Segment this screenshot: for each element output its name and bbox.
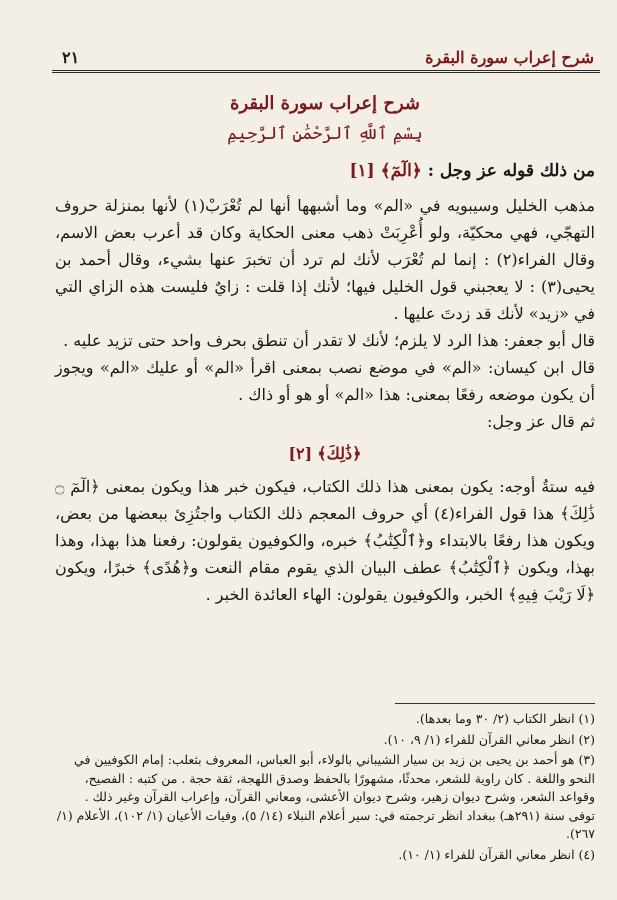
footnote-divider [395,703,595,704]
verse-number-2: [٢] [288,444,313,463]
footnote-2: (٢) انظر معاني القرآن للفراء (١/ ٩، ١٠). [383,731,595,747]
footnote-3: (٣) هو أحمد بن يحيى بن زيد بن سيار الشيباني بالولاء، أبو العباس، المعروف بثعلب: إمام الكوفيين في النحو واللغة . كان راوية للشعر، محدثًا، مشهورًا بالحفظ وصدق اللهجة، ثقة حجة . من كتبه : الفصيح، وقواعد الشعر، وشرح ديوان زهير، وشرح ديوان الأعشى، ومعاني القرآن، وإعراب القرآن وغير ذلك . توفى سنة (٢٩١هـ) ببغداد انظر ترجمته في: سير أعلام النبلاء (١٤/ ٥)، وفيات الأعيان (١/ ١٠٢)، الأعلام (١/ ٢٦٧). [56,752,595,841]
paragraph-5: فيه ستةُ أوجه: يكون بمعنى هذا ذلك الكتاب، فيكون خبر هذا ويكون بمعنى ﴿الٓمٓ ۝ ذَٰلِكَ﴾ هذا قول الفراء(٤) أي حروف المعجم ذلك الكتاب واجتُزِئ ببعضها من بعض، ويكون هذا رفعًا بالابتداء و﴿ٱلْكِتَٰبُ﴾ خبره، والكوفيون يقولون: رفعنا هذا بهذا، وهذا بهذا، ويكون ﴿ٱلْكِتَٰبُ﴾ عطف البيان الذي يقوم مقام النعت و﴿هُدًى﴾ خبرًا، ويكون ﴿لَا رَيْبَ فِيهِ﴾ الخبر، والكوفيون يقولون: الهاء العائدة الخبر . [55,477,596,604]
verse-number: [١] [349,161,375,181]
footnotes [55,710,595,866]
verse-quote: ﴿الٓمٓ﴾ [380,161,422,181]
verse-line-2 [55,441,595,467]
page-number: ٢١ [62,48,80,67]
footnote-4: (٤) انظر معاني القرآن للفراء (١/ ١٠). [398,846,595,862]
paragraph-1: مذهب الخليل وسيبويه في «الم» وما أشبهها أنها لم تُعْرَبْ(١) لأنها بمنزلة حروف التهجّي، فهي محكيّة، ولو أُعْرِبَتْ ذهب معنى الحكاية وكان قد أعرب بعض الاسم، وقال الفراء(٢) : إنما لم تُعْرَب لأنك لم ترد أن تخبرَ عنها بشيء، وقال أحمد بن يحيى(٣) : لا يعجبني قول الخليل فيها؛ لأنك إذا قلت : زايٌ فليست هذه الزاي التي في «زيد» لأنك قد زدتَ عليها . [55,196,596,323]
paragraph-4: ثم قال عز وجل: [486,412,595,431]
section-title: شرح إعراب سورة البقرة [230,93,420,114]
main-text [55,92,595,608]
page-header [52,48,600,73]
verse-quote-2: ﴿ذَٰلِكَ﴾ [317,444,362,463]
paragraph-2: قال أبو جعفر: هذا الرد لا يلزم؛ لأنك لا تقدر أن تنطق بحرف واحد حتى تزيد عليه . [63,331,595,350]
paragraph-3: قال ابن كيسان: «الم» في موضع نصب بمعنى اقرأ «الم» أو عليك «الم» ويجوز أن يكون موضعه رفعًا بمعنى: هذا «الم» أو هو أو ذاك . [55,358,595,404]
running-head: شرح إعراب سورة البقرة [425,48,594,67]
basmala: بِسْمِ ٱللَّهِ ٱلرَّحْمَٰنِ ٱلرَّحِيمِ [227,124,423,144]
footnote-1: (١) انظر الكتاب (٢/ ٣٠ وما بعدها). [415,711,595,726]
verse-heading [55,158,595,184]
verse-heading-text: من ذلك قوله عز وجل : [427,161,595,181]
